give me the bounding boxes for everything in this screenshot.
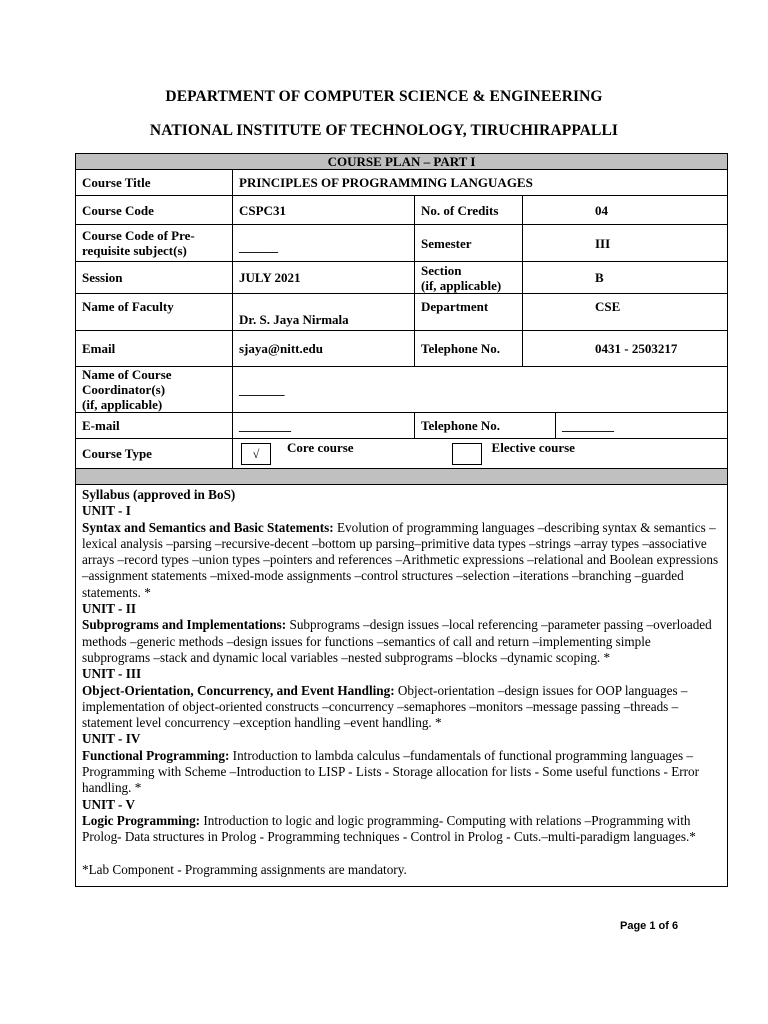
lab-component-note: *Lab Component - Programming assignments are mandatory. — [82, 861, 407, 877]
section-label — [415, 262, 523, 294]
course-code-row — [76, 196, 728, 225]
email-label: Email — [76, 331, 233, 367]
coordinator-row — [76, 367, 728, 413]
separator-row — [76, 469, 728, 485]
course-code-label: Course Code — [76, 196, 233, 225]
course-title-label: Course Title — [76, 170, 233, 196]
coordinator-email-value: ________ — [233, 413, 415, 439]
institute-heading: NATIONAL INSTITUTE OF TECHNOLOGY, TIRUCHIRAPPALLI — [149, 122, 619, 139]
coordinator-email-row — [76, 413, 728, 439]
course-type-options — [233, 439, 728, 469]
unit-5-content — [82, 813, 721, 846]
course-plan-table — [75, 153, 728, 887]
telephone-value: 0431 - 2503217 — [523, 331, 728, 367]
prerequisite-row — [76, 225, 728, 262]
credits-value: 04 — [523, 196, 728, 225]
unit-5-text: Introduction to logic and logic programming- Computing with relations –Programming with Prolog- Data structures in Prolog - Programming techniques - Control in Prolog - Cuts.–multi-paradigm languages.* — [82, 812, 696, 845]
course-title-row — [76, 170, 728, 196]
core-course-checkbox[interactable]: √ — [241, 443, 271, 465]
faculty-value: Dr. S. Jaya Nirmala — [233, 294, 415, 331]
coordinator-label-line1: Name of Course — [82, 367, 172, 382]
coordinator-email-label: E-mail — [76, 413, 233, 439]
coordinator-value: _______ — [233, 367, 728, 413]
unit-3-topic: Object-Orientation, Concurrency, and Event Handling: — [82, 682, 395, 698]
coordinator-telephone-label: Telephone No. — [415, 413, 556, 439]
course-plan-title: COURSE PLAN – PART I — [76, 154, 728, 170]
department-heading: DEPARTMENT OF COMPUTER SCIENCE & ENGINEERING — [165, 88, 603, 105]
syllabus-row — [76, 485, 728, 887]
unit-1-text: Evolution of programming languages –describing syntax & semantics –lexical analysis –parsing –recursive-decent –bottom up parsing–primitive data types –strings –array types –associative arrays –record types –union types –pointers and references –Arithmetic expressions –relational and Boolean expressions –assignment statements –mixed-mode assignments –control structures –selection –iterations –branching –guarded statements. * — [82, 519, 719, 600]
faculty-row — [76, 294, 728, 331]
session-value: JULY 2021 — [233, 262, 415, 294]
core-course-label: Core course — [287, 440, 354, 455]
section-value: B — [523, 262, 728, 294]
separator-bar — [76, 469, 728, 485]
section-label-line2: (if, applicable) — [421, 277, 502, 293]
syllabus-heading: Syllabus (approved in BoS) — [82, 487, 236, 502]
unit-2-title: UNIT - II — [82, 601, 136, 617]
course-title-value: PRINCIPLES OF PROGRAMMING LANGUAGES — [233, 170, 728, 196]
session-label: Session — [76, 262, 233, 294]
unit-2-topic: Subprograms and Implementations: — [82, 617, 287, 633]
email-value: sjaya@nitt.edu — [233, 331, 415, 367]
elective-course-label: Elective course — [491, 440, 575, 455]
unit-4-content — [82, 748, 721, 797]
semester-value: III — [523, 225, 728, 262]
section-label-line1: Section — [421, 262, 462, 278]
department-value: CSE — [523, 294, 728, 331]
faculty-label: Name of Faculty — [76, 294, 233, 331]
coordinator-label-line2: Coordinator(s) — [82, 382, 166, 397]
coordinator-label — [76, 367, 233, 413]
credits-label: No. of Credits — [415, 196, 523, 225]
telephone-label: Telephone No. — [415, 331, 523, 367]
elective-course-checkbox[interactable] — [452, 443, 482, 465]
unit-1-topic: Syntax and Semantics and Basic Statements: — [82, 519, 334, 535]
coordinator-label-line3: (if, applicable) — [82, 397, 163, 412]
unit-3-title: UNIT - III — [82, 666, 142, 682]
email-row — [76, 331, 728, 367]
course-plan-title-row — [76, 154, 728, 170]
prerequisite-label: Course Code of Pre-requisite subject(s) — [76, 225, 233, 262]
semester-label: Semester — [415, 225, 523, 262]
course-type-label: Course Type — [76, 439, 233, 469]
unit-2-text: Subprograms –design issues –local referencing –parameter passing –overloaded methods –generic methods –design issues for functions –semantics of call and return –implementing simple subprograms –stack and dynamic local variables –nested subprograms –blocks –dynamic scoping. * — [82, 617, 712, 665]
unit-4-text: Introduction to lambda calculus –fundamentals of functional programming languages –Programming with Scheme –Introduction to LISP - Lists - Storage allocation for lists - Some useful functions - Error handling. * — [82, 747, 700, 796]
session-row — [76, 262, 728, 294]
unit-1-title: UNIT - I — [82, 503, 131, 519]
page-number: Page 1 of 6 — [620, 920, 679, 932]
department-label: Department — [415, 294, 523, 331]
prerequisite-value: ______ — [233, 225, 415, 262]
course-type-row — [76, 439, 728, 469]
unit-3-text: Object-orientation –design issues for OOP languages –implementation of object-oriented constructs –concurrency –semaphores –monitors –message passing –threads –statement level concurrency –exception handling –event handling. * — [82, 682, 688, 731]
unit-2-content — [82, 617, 721, 666]
syllabus-cell — [76, 485, 728, 887]
unit-3-content — [82, 683, 721, 732]
unit-5-topic: Logic Programming: — [82, 812, 201, 828]
unit-4-topic: Functional Programming: — [82, 747, 230, 763]
unit-5-title: UNIT - V — [82, 796, 136, 812]
course-code-value: CSPC31 — [233, 196, 415, 225]
unit-1-content — [82, 520, 721, 601]
coordinator-telephone-value: ________ — [556, 413, 728, 439]
unit-4-title: UNIT - IV — [82, 731, 141, 747]
